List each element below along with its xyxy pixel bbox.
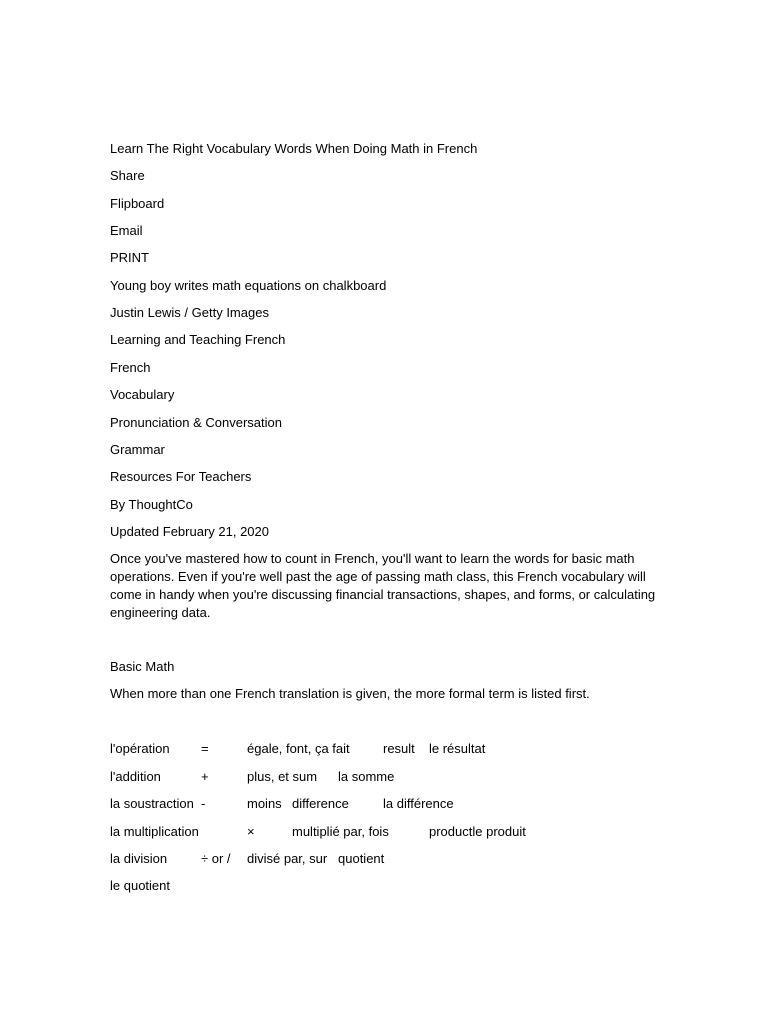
trailing-line: le quotient	[110, 878, 170, 893]
image-credit: Justin Lewis / Getty Images	[110, 305, 269, 320]
vocab-english: quotient	[338, 851, 385, 866]
vocab-french: égale, font, ça fait	[247, 741, 350, 756]
flipboard-link[interactable]: Flipboard	[110, 196, 165, 211]
email-link[interactable]: Email	[110, 223, 143, 238]
vocab-symbol: =	[201, 741, 209, 756]
share-link[interactable]: Share	[110, 168, 145, 183]
vocab-term: la division	[110, 851, 168, 866]
updated-date: Updated February 21, 2020	[110, 524, 269, 539]
vocab-term: la soustraction	[110, 796, 194, 811]
article-title: Learn The Right Vocabulary Words When Doing Math in French	[110, 141, 478, 156]
vocab-french: divisé par, sur	[247, 851, 328, 866]
vocab-english-french: productle produit	[429, 824, 526, 839]
category-link[interactable]: Pronunciation & Conversation	[110, 415, 282, 430]
vocab-english: difference	[292, 796, 349, 811]
section-note: When more than one French translation is given, the more formal term is listed first.	[110, 686, 590, 701]
image-caption: Young boy writes math equations on chalkboard	[110, 278, 387, 293]
vocab-symbol: -	[201, 796, 206, 811]
category-link[interactable]: French	[110, 360, 151, 375]
vocab-symbol: ÷ or /	[201, 851, 231, 866]
vocab-french-noun: la somme	[338, 769, 395, 784]
vocab-english: result	[383, 741, 415, 756]
vocab-french-noun: le résultat	[429, 741, 486, 756]
vocab-symbol: +	[201, 769, 209, 784]
section-heading: Basic Math	[110, 659, 175, 674]
vocab-french: plus, et sum	[247, 769, 318, 784]
category-link[interactable]: Learning and Teaching French	[110, 332, 286, 347]
vocab-french: moins	[247, 796, 282, 811]
category-link[interactable]: Resources For Teachers	[110, 469, 252, 484]
byline: By ThoughtCo	[110, 497, 193, 512]
category-link[interactable]: Grammar	[110, 442, 165, 457]
vocab-term: l'addition	[110, 769, 161, 784]
vocab-term: l'opération	[110, 741, 170, 756]
vocab-term: la multiplication	[110, 824, 199, 839]
vocab-symbol: ×	[247, 824, 255, 839]
print-link[interactable]: PRINT	[110, 250, 149, 265]
category-link[interactable]: Vocabulary	[110, 387, 175, 402]
intro-paragraph: Once you've mastered how to count in French, you'll want to learn the words for basic math operations. Even if you're well past the age of passing math class, this French vocabulary will come in handy when you're discussing financial transactions, shapes, and forms, or calculating engineering data.	[110, 551, 656, 620]
vocab-french-noun: la différence	[383, 796, 454, 811]
vocab-french: multiplié par, fois	[292, 824, 389, 839]
